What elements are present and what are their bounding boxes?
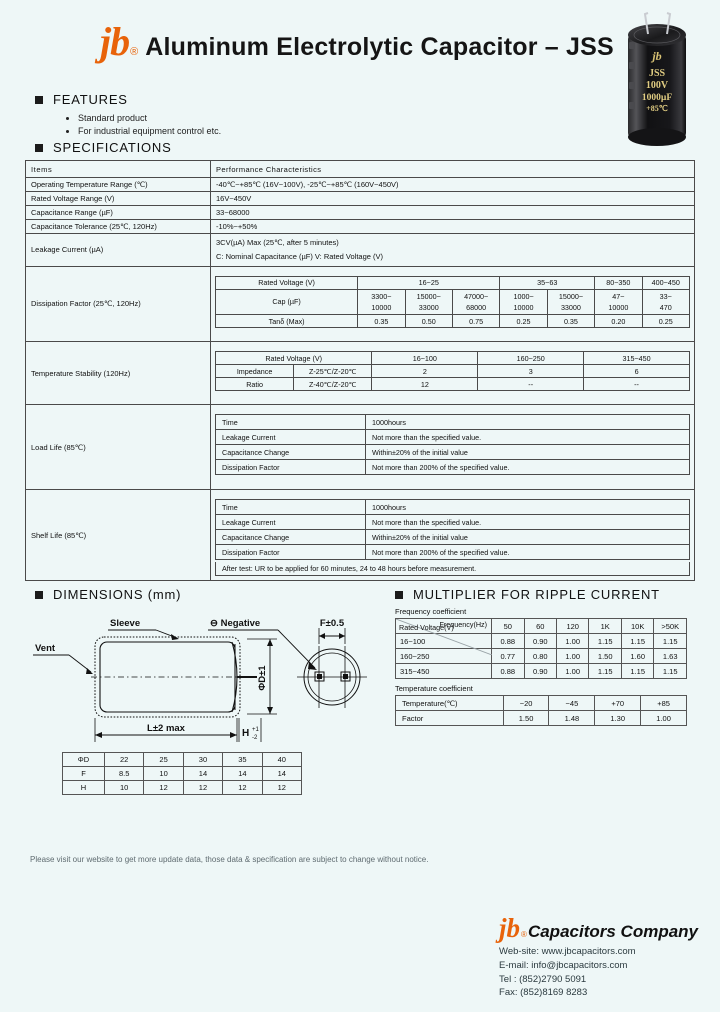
specifications-table-wrap [25, 160, 695, 581]
freq-corner-bottom: Rated Voltage(V) [399, 623, 454, 633]
table-row [26, 266, 695, 341]
table-row [216, 352, 690, 365]
label-negative: ⊖ Negative [210, 618, 261, 630]
ripple-label: MULTIPLIER FOR RIPPLE CURRENT [413, 587, 660, 603]
ll-val-2: Within±20% of the initial value [366, 445, 690, 460]
freq-corner-cell [396, 619, 492, 634]
table-row [216, 276, 690, 289]
table-row [216, 530, 690, 545]
dim-r1-c4: 14 [262, 767, 301, 781]
freq-r0-c0: 0.88 [492, 634, 524, 649]
table-row [216, 545, 690, 560]
temp-col-0: −20 [503, 696, 549, 711]
row-value-operating-temp: -40℃~+85℃ (16V~100V), -25℃~+85℃ (160V~450V) [211, 178, 695, 192]
sl-val-0: 1000hours [366, 500, 690, 515]
freq-r1-c1: 0.80 [524, 649, 556, 664]
col-header-items: Items [26, 161, 211, 178]
temp-col-1: −45 [549, 696, 595, 711]
df-cap-3: 1000~ 10000 [500, 289, 547, 314]
freq-r0-c4: 1.15 [621, 634, 653, 649]
lower-section [25, 587, 695, 795]
leakage-line2: C: Nominal Capacitance (µF) V: Rated Voltage (V) [216, 251, 384, 261]
freq-r2-c4: 1.15 [621, 664, 653, 679]
df-tan-3: 0.25 [500, 315, 547, 328]
sl-key-3: Dissipation Factor [216, 545, 366, 560]
label-vent: Vent [35, 643, 56, 655]
jb-logo: jb [100, 19, 130, 64]
photo-series: JSS [648, 68, 666, 79]
dim-r1-c1: 10 [144, 767, 183, 781]
row-value-rated-voltage: 16V~450V [211, 192, 695, 206]
ts-val1-1: 3 [478, 365, 584, 378]
photo-temperature: +85℃ [646, 104, 668, 113]
page-title: Aluminum Electrolytic Capacitor – JSS [145, 33, 614, 61]
dim-r2-c0: 10 [105, 781, 144, 795]
table-row [26, 405, 695, 490]
dim-head-0: ΦD [63, 753, 105, 767]
table-row [63, 753, 302, 767]
sl-key-1: Leakage Current [216, 515, 366, 530]
footer-contact [499, 945, 698, 1000]
row-label-operating-temp: Operating Temperature Range (℃) [26, 178, 211, 192]
freq-r2-c2: 1.00 [556, 664, 588, 679]
row-label-capacitance-range: Capacitance Range (µF) [26, 206, 211, 220]
capacitor-photo [614, 8, 700, 148]
table-row [26, 490, 695, 581]
freq-r1-c5: 1.63 [654, 649, 687, 664]
df-tan-1: 0.50 [405, 315, 452, 328]
freq-corner-top: Frequency(Hz) [439, 620, 488, 630]
temp-header: Temperature(℃) [396, 696, 504, 711]
frequency-coefficient-label: Frequency coefficient [395, 607, 467, 617]
row-value-capacitance-tolerance: -10%~+50% [211, 220, 695, 234]
freq-col-3: 1K [589, 619, 621, 634]
dim-r0-c1: 25 [144, 753, 183, 767]
ts-ratio1-label: Z-25℃/Z-20℃ [294, 365, 372, 378]
svg-text:+1: +1 [252, 727, 259, 734]
ts-ratio2-label: Z-40℃/Z-20℃ [294, 378, 372, 391]
df-voltage-group-0: 16~25 [358, 276, 500, 289]
ts-ratio-label: Ratio [216, 378, 294, 391]
dim-head-2: H [63, 781, 105, 795]
df-cap-1: 15000~ 33000 [405, 289, 452, 314]
ripple-section [395, 587, 695, 795]
ll-key-1: Leakage Current [216, 430, 366, 445]
label-length: L±2 max [147, 723, 185, 735]
freq-r1-c3: 1.50 [589, 649, 621, 664]
df-tan-2: 0.75 [452, 315, 499, 328]
df-voltage-group-3: 400~450 [642, 276, 689, 289]
freq-r2-c3: 1.15 [589, 664, 621, 679]
ripple-heading [395, 587, 695, 602]
freq-r0-c1: 0.90 [524, 634, 556, 649]
dimensions-heading [35, 587, 395, 602]
footer-jb-logo: jb [499, 913, 521, 943]
freq-row-voltage-1: 160~250 [396, 649, 492, 664]
specifications-table [25, 160, 695, 581]
freq-row-voltage-0: 16~100 [396, 634, 492, 649]
ts-voltage-1: 160~250 [478, 352, 584, 365]
freq-col-5: >50K [654, 619, 687, 634]
footer-email[interactable]: E-mail: info@jbcapacitors.com [499, 959, 628, 971]
features-label: FEATURES [53, 92, 128, 107]
df-cap-2: 47000~ 68000 [452, 289, 499, 314]
table-row [216, 445, 690, 460]
dim-r2-c1: 12 [144, 781, 183, 795]
temp-col-2: +70 [595, 696, 641, 711]
freq-r1-c4: 1.60 [621, 649, 653, 664]
factor-2: 1.30 [595, 711, 641, 726]
temp-stability-inner-table [215, 351, 690, 391]
table-row [26, 161, 695, 178]
table-row [26, 206, 695, 220]
footer-tel: Tel : (852)2790 5091 [499, 973, 587, 985]
df-voltage-group-1: 35~63 [500, 276, 595, 289]
dim-r0-c2: 30 [183, 753, 222, 767]
load-life-table [215, 414, 690, 475]
table-row [26, 220, 695, 234]
df-tan-4: 0.35 [547, 315, 594, 328]
table-row [216, 460, 690, 475]
table-row [216, 500, 690, 515]
ts-val2-2: -- [584, 378, 690, 391]
factor-1: 1.48 [549, 711, 595, 726]
table-row [216, 289, 690, 314]
table-row [216, 515, 690, 530]
dimensions-label: DIMENSIONS (mm) [53, 587, 182, 603]
dim-r1-c3: 14 [223, 767, 262, 781]
ts-val1-0: 2 [372, 365, 478, 378]
table-row [216, 365, 690, 378]
temperature-coefficient-label: Temperature coefficient [395, 684, 473, 694]
ll-val-3: Not more than 200% of the specified value. [366, 460, 690, 475]
footer-registered-icon: ® [521, 930, 527, 939]
row-label-load-life: Load Life (85℃) [26, 405, 211, 490]
dim-r0-c4: 40 [262, 753, 301, 767]
registered-mark-icon: ® [130, 46, 139, 58]
title-row [100, 19, 614, 64]
sl-key-2: Capacitance Change [216, 530, 366, 545]
df-cap-6: 33~ 470 [642, 289, 689, 314]
col-header-performance: Performance Characteristics [211, 161, 695, 178]
dimensions-table [62, 752, 302, 795]
dissipation-inner-table [215, 276, 690, 328]
factor-3: 1.00 [641, 711, 687, 726]
factor-header: Factor [396, 711, 504, 726]
sl-val-1: Not more than the specified value. [366, 515, 690, 530]
freq-r2-c5: 1.15 [654, 664, 687, 679]
row-label-leakage-current: Leakage Current (µA) [26, 234, 211, 267]
row-value-load-life [211, 405, 695, 490]
table-row [63, 767, 302, 781]
freq-r0-c5: 1.15 [654, 634, 687, 649]
table-row [26, 234, 695, 267]
freq-r0-c3: 1.15 [589, 634, 621, 649]
freq-r1-c2: 1.00 [556, 649, 588, 664]
footer-brand [499, 915, 698, 942]
leakage-line1: 3CV(µA) Max (25℃, after 5 minutes) [216, 238, 339, 247]
feature-text: For industrial equipment control etc. [78, 126, 222, 136]
dim-r0-c3: 35 [223, 753, 262, 767]
ll-key-0: Time [216, 415, 366, 430]
dim-r2-c3: 12 [223, 781, 262, 795]
sl-val-3: Not more than 200% of the specified value. [366, 545, 690, 560]
df-tan-5: 0.20 [595, 315, 642, 328]
ts-voltage-0: 16~100 [372, 352, 478, 365]
page-header [0, 0, 720, 150]
row-value-temperature-stability [211, 342, 695, 405]
row-value-dissipation-factor [211, 266, 695, 341]
table-row [216, 430, 690, 445]
dim-r2-c2: 12 [183, 781, 222, 795]
sl-key-0: Time [216, 500, 366, 515]
row-value-shelf-life [211, 490, 695, 581]
bullet-square-icon [395, 591, 403, 599]
df-row-cap-label: Cap (µF) [216, 289, 358, 314]
df-cap-4: 15000~ 33000 [547, 289, 594, 314]
table-row [26, 342, 695, 405]
table-row [396, 696, 687, 711]
table-row [216, 378, 690, 391]
df-voltage-group-2: 80~350 [595, 276, 642, 289]
freq-col-4: 10K [621, 619, 653, 634]
footer-block [499, 915, 698, 1000]
photo-voltage: 100V [645, 80, 669, 91]
row-label-shelf-life: Shelf Life (85℃) [26, 490, 211, 581]
freq-col-1: 60 [524, 619, 556, 634]
factor-0: 1.50 [503, 711, 549, 726]
df-cap-0: 3300~ 10000 [358, 289, 405, 314]
df-row-voltage-label: Rated Voltage (V) [216, 276, 358, 289]
ll-val-1: Not more than the specified value. [366, 430, 690, 445]
feature-text: Standard product [78, 113, 148, 123]
sl-val-2: Within±20% of the initial value [366, 530, 690, 545]
df-tan-6: 0.25 [642, 315, 689, 328]
ts-val2-0: 12 [372, 378, 478, 391]
freq-col-0: 50 [492, 619, 524, 634]
footer-company-name: Capacitors Company [527, 922, 698, 941]
table-row [63, 781, 302, 795]
dim-r1-c0: 8.5 [105, 767, 144, 781]
label-f-tolerance: F±0.5 [319, 618, 345, 630]
after-test-note: After test: UR to be applied for 60 minutes, 24 to 48 hours before measurement. [215, 562, 690, 576]
footer-fax: Fax: (852)8169 8283 [499, 987, 588, 999]
table-row [216, 315, 690, 328]
frequency-coefficient-table [395, 618, 687, 679]
freq-r2-c0: 0.88 [492, 664, 524, 679]
table-row [396, 711, 687, 726]
freq-row-voltage-2: 315~450 [396, 664, 492, 679]
photo-brand: jb [652, 49, 662, 63]
dim-head-1: F [63, 767, 105, 781]
row-value-leakage-current [211, 234, 695, 267]
ts-val2-1: -- [478, 378, 584, 391]
specifications-label: SPECIFICATIONS [53, 140, 172, 155]
temp-col-3: +85 [641, 696, 687, 711]
label-sleeve: Sleeve [110, 618, 141, 630]
freq-r0-c2: 1.00 [556, 634, 588, 649]
df-cap-5: 47~ 10000 [595, 289, 642, 314]
bullet-square-icon [35, 591, 43, 599]
temperature-coefficient-table [395, 695, 687, 726]
table-row [26, 192, 695, 206]
table-row [216, 415, 690, 430]
label-diameter: ΦD±1 [257, 665, 268, 691]
row-label-rated-voltage: Rated Voltage Range (V) [26, 192, 211, 206]
dimensions-section [25, 587, 395, 795]
row-value-capacitance-range: 33~68000 [211, 206, 695, 220]
table-row [26, 178, 695, 192]
ts-row-voltage-label: Rated Voltage (V) [216, 352, 372, 365]
df-tan-0: 0.35 [358, 315, 405, 328]
df-row-tan-label: Tanδ (Max) [216, 315, 358, 328]
dim-r1-c2: 14 [183, 767, 222, 781]
ts-val1-2: 6 [584, 365, 690, 378]
label-height: H [242, 728, 250, 740]
footer-note: Please visit our website to get more update data, those data & specification are subject to change without notice. [30, 855, 429, 864]
freq-r2-c1: 0.90 [524, 664, 556, 679]
freq-col-2: 120 [556, 619, 588, 634]
row-label-temperature-stability: Temperature Stability (120Hz) [26, 342, 211, 405]
ts-voltage-2: 315~450 [584, 352, 690, 365]
table-row [396, 664, 687, 679]
photo-capacitance: 1000µF [641, 93, 673, 103]
dim-r2-c4: 12 [262, 781, 301, 795]
row-label-capacitance-tolerance: Capacitance Tolerance (25℃, 120Hz) [26, 220, 211, 234]
dim-r0-c0: 22 [105, 753, 144, 767]
ts-impedance-label: Impedance [216, 365, 294, 378]
ll-key-2: Capacitance Change [216, 445, 366, 460]
ll-val-0: 1000hours [366, 415, 690, 430]
svg-text:-2: -2 [252, 735, 258, 742]
shelf-life-table [215, 499, 690, 560]
ll-key-3: Dissipation Factor [216, 460, 366, 475]
row-label-dissipation-factor: Dissipation Factor (25℃, 120Hz) [26, 266, 211, 341]
footer-website[interactable]: Web-site: www.jbcapacitors.com [499, 946, 636, 957]
freq-r1-c0: 0.77 [492, 649, 524, 664]
dimension-drawing [25, 606, 395, 746]
